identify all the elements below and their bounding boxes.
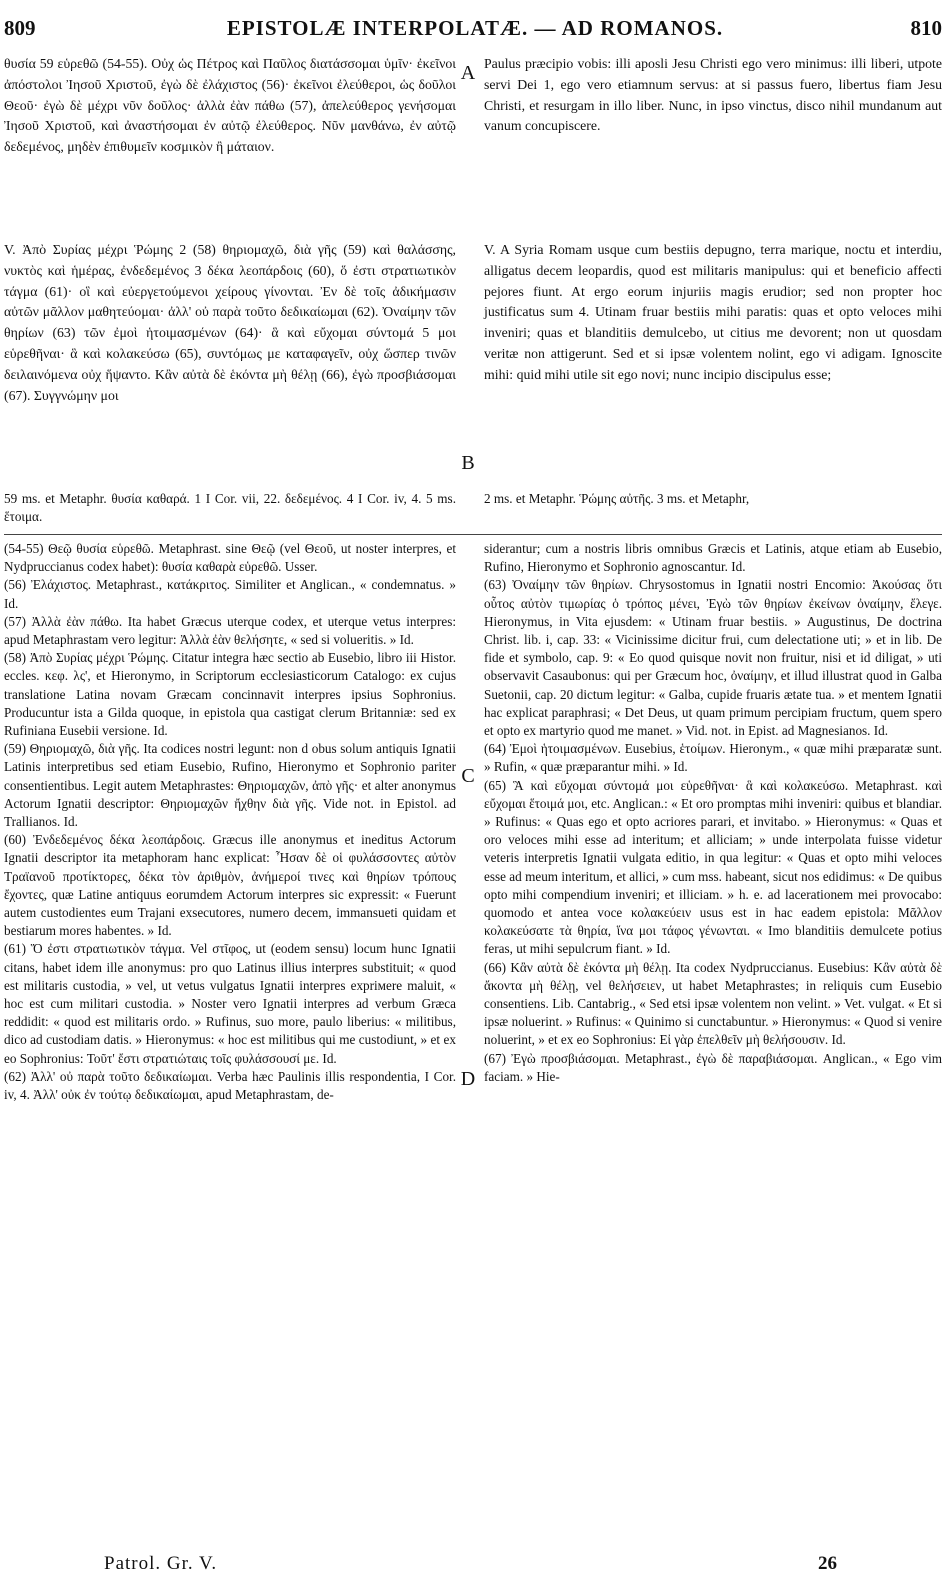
note: (62) Ἀλλ' οὐ παρὰ τοῦτο δεδικαίωμαι. Verba hæc Paulinis illis respondentia, I Cor. iv, 4. Ἀλλ' οὐκ ἐν τούτῳ δεδικαίωμαι, apud Metaphrastam, de- — [4, 1068, 456, 1103]
notes-divider — [4, 534, 942, 535]
footer-series-title: Patrol. Gr. V. — [104, 1553, 218, 1574]
note: (57) Ἀλλὰ ἐὰν πάθω. Ita habet Græcus uterque codex, et uterque vetus interpres: apud Metaphrastam vero legitur: Ἀλλὰ ἐὰν θελήσητε, « sed si volueritis. » Id. — [4, 613, 456, 648]
running-header — [0, 10, 950, 44]
greek-text-block — [4, 54, 456, 234]
page-number-right: 810 — [910, 16, 942, 40]
note: (61) Ὅ ἐστι στρατιωτικὸν τάγμα. Vel στῖφος, ut (eodem sensu) locum hunc Ignatii citans, habet idem ille anonymus: pro quo Latinus illius interpres substituit; « quod est militaris custodia, » vel, ut vetus vulgatus Ignatii interpres expriмere maluit, « hoc est cum militari custodia. » Noster vero Ignatii interpres ad verbum Græca reddidit: « quod est militaris ordo. » Rufinus, suo more, paulo liberius: « militibus, dico ad custodiam datis. » Hieronymus: « hoc est militibus qui me custodiunt, » et ex eo Sophronius: Τοῦτ' ἔστι στρατιώταις τοῖς φυλάσσουσί με. Id. — [4, 941, 456, 1066]
latin-text-block-2 — [484, 240, 942, 480]
latin-apparatus — [484, 490, 942, 530]
note: (58) Ἀπὸ Συρίας μέχρι Ῥώμης. Citatur integra hæc sectio ab Eusebio, libro iii Histor. eccles. κεφ. λς', et Hieronymo, in Scriptorum ecclesiasticorum Catalogo: ex cujus translatione Latina novam Græcam concinnavit interpres ipsius Sophronius. Producuntur ista a Gilda quoque, in epistola qua castigat clerum Britanniæ: sed ex Rufiniana Eusebii versione. Id. — [4, 650, 456, 739]
page-number-left: 809 — [4, 16, 36, 40]
note: (64) Ἐμοὶ ἡτοιμασμένων. Eusebius, ἑτοίμων. Hieronym., « quæ mihi præparatæ sunt. » Rufin, « quæ præparantur mihi. » Id. — [484, 741, 942, 775]
notes-right-column — [484, 540, 942, 1540]
note: siderantur; cum a nostris libris omnibus Græcis et Latinis, atque etiam ab Eusebio, Rufino, Hieronymo et Sophronio agnoscantur. Id. — [484, 541, 942, 575]
note: (59) Θηριομαχῶ, διὰ γῆς. Ita codices nostri legunt: non d obus solum antiquis Ignatii Latinis interpretibus sed etiam Eusebio, Rufino, Hieronymo et Sophronio pariter consentientibus. Legit autem Metaphrastes: Θηριομαχῶν, ἀπὸ γῆς· et alter anonymus Actorum Ignatii descriptor: Θηριομαχῶν ἤχθην διὰ γῆς. Vide not. in Epistol. ad Trallianos. Id. — [4, 741, 456, 830]
note: (67) Ἐγὼ προσβιάσομαι. Metaphrast., ἐγὼ δὲ παραβιάσομαι. Anglican., « Ego vim faciam. » Hie- — [484, 1050, 942, 1084]
signature-number: 26 — [818, 1553, 837, 1574]
greek-paragraph-2: V. Ἀπὸ Συρίας μέχρι Ῥώμης 2 (58) θηριομαχῶ, διὰ γῆς (59) καὶ θαλάσσης, νυκτὸς καὶ ἡμέρας, ἐνδεδεμένος 3 δέκα λεοπάρδοις (60), ὅ ἐστι στρατιωτικὸν τάγμα (61)· οἳ καὶ εὐεργετούμενοι χείρους γίνονται. Ἐν δὲ τοῖς ἀδικήμασιν αὐτῶν μᾶλλον μαθητεύομαι· ἀλλ' οὐ παρὰ τοῦτο δεδικαίωμαι (62). Ὀναίμην τῶν θηρίων (63) τῶν ἐμοὶ ἡτοιμασμένων (64)· ἃ καὶ εὔχομαι σύντομά 5 μοι εὑρεθῆναι· ἃ καὶ κολακεύσω (65), συντόμως με καταφαγεῖν, οὐχ ὥσπερ τινῶν δειλαινόμενα οὐχ ἥψαντο. Κἂν αὐτὰ δὲ ἑκόντα μὴ θέλῃ (66), ἐγὼ προσβιάσομαι (67). Συγγνώμην μοι — [4, 242, 456, 403]
notes-left-column — [4, 540, 456, 1540]
greek-apparatus — [4, 490, 456, 530]
note: (63) Ὀναίμην τῶν θηρίων. Chrysostomus in Ignatii nostri Encomio: Ἀκούσας ὅτι οὗτος αὐτὸν τιμωρίας ὁ τρόπος μένει, Ἐγὼ τῶν θηρίων ἐκείνων ὀναίμην, ἔλεγε. Hieronymus, in Vita ejusdem: « Utinam fruar bestiis. » Augustinus, De doctrina Christ. lib. i, cap. 33: « Vicinissime dicitur frui, cum delectatione uti; » et in lib. De fide et symbolo, cap. 9: « Eo quod quisque novit non fruitur, nisi et id diligat, » uti observavit Casaubonus: qui per Græcum hoc, ὀναίμην, et illud illustrat quod in Galba Suetonii, cap. 20 dictum legitur: « Galba, cupide fruaris ætate tua. » et mentem Ignatii hac explicat paraphrasi; « Det Deus, ut quam primum percipiam fructum, quem spero et opto ex martyrio quod me manet. » Vid. not. in Epist. ad Magnesianos. Id. — [484, 577, 942, 739]
margin-letter-d: D — [460, 1068, 476, 1090]
margin-letter-a: A — [460, 62, 476, 84]
note: (60) Ἐνδεδεμένος δέκα λεοπάρδοις. Græcus ille anonymus et ineditus Actorum Ignatii descriptor ita metaphoram hanc explicat: Ἦσαν δὲ οἱ φυλάσσοντες αὐτὸν Τραϊανοῦ προτίκτορες, δέκα τὸν ἀριθμὸν, ἀνήμεροί τινες καὶ θηρίων τρόπους ἔχοντες, quæ Latine antiquus eorumdem Actorum interpres sic expressit: « Fuerunt autem custodientes eum Trajani exsecutores, numero decem, immansueti quidam et bestiarum mores habentes. » Id. — [4, 832, 456, 939]
margin-letter-b: B — [461, 452, 475, 474]
note: (56) Ἐλάχιστος. Metaphrast., κατάκριτος. Similiter et Anglican., « condemnatus. » Id. — [4, 577, 456, 611]
latin-apparatus-text: 2 ms. et Metaphr. Ῥώμης αὐτῆς. 3 ms. et Metaphr, — [484, 491, 750, 506]
running-title: EPISTOLÆ INTERPOLATÆ. — AD ROMANOS. — [226, 16, 724, 40]
note: (65) Ἃ καὶ εὔχομαι σύντομά μοι εὑρεθῆναι· ἃ καὶ κολακεύσω. Metaphrast. καὶ εὔχομαι ἕτοιμά μοι, etc. Anglican.: « Et oro promptas mihi inveniri: quibus et blandiar. » Rufinus: « Quas ego et opto acriores parari, et invitabo. » Hieronymus: « Quas et oro veloces mihi esse ad interitum; et alliciam; » unde interpolata fuisse videtur veteris interpretis Ignatii vulgata editio, in qua legitur: « Quas et opto mihi veloces esse ad meum interitum, et allici, » cum mss. habeant, sicut nos edidimus: « De quibus opto mihi compendium inveniri; et illiciam. » h. e. ad lacerationem mei provocabo: quomodo et antea voce κολακεύειν usus est in hac eadem epistola: Μᾶλλον κολακεύσατε τὰ θηρία, ἵνα μοι τάφος γένωνται. « Imo blanditiis demulcete potius feras, ut mihi sepulcrum fiant. » Id. — [484, 777, 942, 957]
greek-text-block-2 — [4, 240, 456, 480]
note: (54-55) Θεῷ θυσία εὑρεθῶ. Metaphrast. sine Θεῷ (vel Θεοῦ, ut noster interpres, et Nydpruccianus codex habet): θυσία καθαρὰ εὑρεθῶ. Usser. — [4, 541, 456, 575]
margin-letter-c: C — [461, 765, 475, 787]
greek-apparatus-text: 59 ms. et Metaphr. θυσία καθαρά. 1 I Cor. vii, 22. δεδεμένος. 4 I Cor. iv, 4. 5 ms. ἕτοιμα. — [4, 491, 456, 525]
greek-paragraph: θυσία 59 εὑρεθῶ (54-55). Οὐχ ὡς Πέτρος καὶ Παῦλος διατάσσομαι ὑμῖν· ἐκεῖνοι ἀπόστολοι Ἰησοῦ Χριστοῦ, ἐγὼ δὲ ἐλάχιστος (56)· ἐκεῖνοι ἐλεύθεροι, ὡς δοῦλοι Θεοῦ· ἐγὼ δὲ μέχρι νῦν δοῦλος· ἀλλὰ ἐὰν πάθω (57), ἀπελεύθερος γενήσομαι Ἰησοῦ Χριστοῦ, καὶ ἀναστήσομαι ἐν αὐτῷ ἐλεύθερος. Νῦν μανθάνω, ἐν αὐτῷ δεδεμένος, μηδὲν ἐπιθυμεῖν κοσμικὸν ἢ μάταιον. — [4, 56, 456, 155]
latin-text-block — [484, 54, 942, 234]
note: (66) Κἂν αὐτὰ δὲ ἑκόντα μὴ θέλῃ. Ita codex Nydpruccianus. Eusebius: Κἂν αὐτὰ δὲ ἄκοντα μὴ θέλῃ, vel θελήσειεν, ut habet Metaphrastes; in reliquis cum Eusebio consentiens. Lib. Cantabrig., « Sed etsi ipsæ volentem non velint. » Vet. vulgat. « Et si ipsæ noluerint. » Rufinus: « Quinimo si cunctabuntur. » Hieronymus: « Quod si venire noluerint, » et ex eo Sophronius: Εἰ γὰρ ἐπελθεῖν μὴ θελήσουσιν. Id. — [484, 959, 942, 1048]
latin-paragraph-2: V. A Syria Romam usque cum bestiis depugno, terra marique, noctu et interdiu, alligatus decem leopardis, quod est militaris manipulus: qui et beneficio affecti pejores fiunt. At ergo eorum injuriis magis erudior; sed non propter hoc justificatus sum 4. Utinam fruar bestiis mihi paratis: quas et opto veloces mihi inveniri; quas et blanditiis demulcebo, ut citius me devorent; non ut quosdam veritæ non attigerunt. Sed et si ipsæ volentem nolint, ego vi adigam. Ignoscite mihi: quid mihi utile sit ego novi; nunc incipio discipulus esse; — [484, 242, 942, 382]
latin-paragraph: Paulus præcipio vobis: illi aposli Jesu Christi ego vero minimus: illi liberi, utpote servi Dei 1, ego vero etiamnum servus: at si passus fuero, libertus fiam Jesu Christi, et resurgam in illo liber. Nunc, in ipso vinctus, disco nihil mundanum aut vanum concupiscere. — [484, 56, 942, 134]
